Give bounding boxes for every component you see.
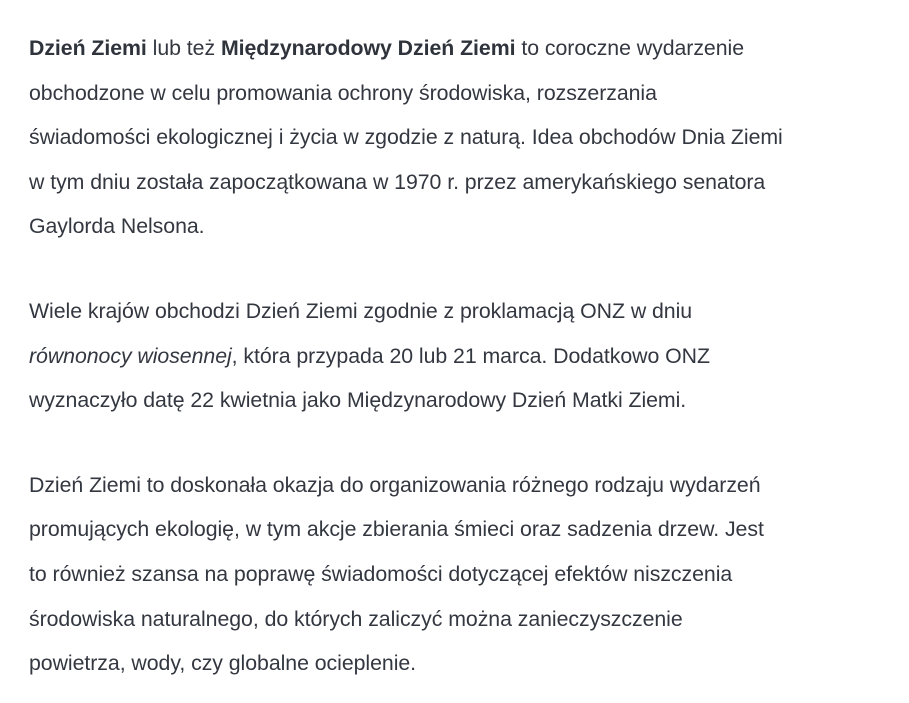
text-run: lub też [146,36,221,60]
paragraph-line: promujących ekologię, w tym akcje zbierania śmieci oraz sadzenia drzew. Jest [29,517,764,542]
paragraph-earth-day-activities [29,463,889,686]
paragraph-line: świadomości ekologicznej i życia w zgodzie z naturą. Idea obchodów Dnia Ziemi [29,125,783,150]
paragraph-line: środowiska naturalnego, do których zaliczyć można zanieczyszczenie [29,606,683,631]
text-run: to coroczne wydarzenie [515,36,744,60]
paragraph-line: Gaylorda Nelsona. [29,214,205,239]
paragraph-line [29,334,889,379]
paragraph-line: to również szansa na poprawę świadomości dotyczącej efektów niszczenia [29,561,733,586]
paragraph-line [29,26,889,71]
paragraph-line: Dzień Ziemi to doskonała okazja do organizowania różnego rodzaju wydarzeń [29,472,761,497]
paragraph-line: wyznaczyło datę 22 kwietnia jako Międzynarodowy Dzień Matki Ziemi. [29,388,687,413]
bold-term-international-earth-day: Międzynarodowy Dzień Ziemi [220,36,516,60]
paragraph-line: obchodzone w celu promowania ochrony środowiska, rozszerzania [29,80,657,105]
italic-term-vernal-equinox: równonocy wiosennej [29,343,232,368]
paragraph-un-proclamation [29,289,889,423]
paragraph-earth-day-definition [29,26,889,249]
bold-term-earth-day: Dzień Ziemi [29,36,147,60]
paragraph-line: powietrza, wody, czy globalne ocieplenie. [29,651,417,676]
paragraph-line: w tym dniu została zapoczątkowana w 1970 r. przez amerykańskiego senatora [29,169,766,194]
text-run: , która przypada 20 lub 21 marca. Dodatkowo ONZ [231,343,710,368]
paragraph-line: Wiele krajów obchodzi Dzień Ziemi zgodnie z proklamacją ONZ w dniu [29,298,693,323]
